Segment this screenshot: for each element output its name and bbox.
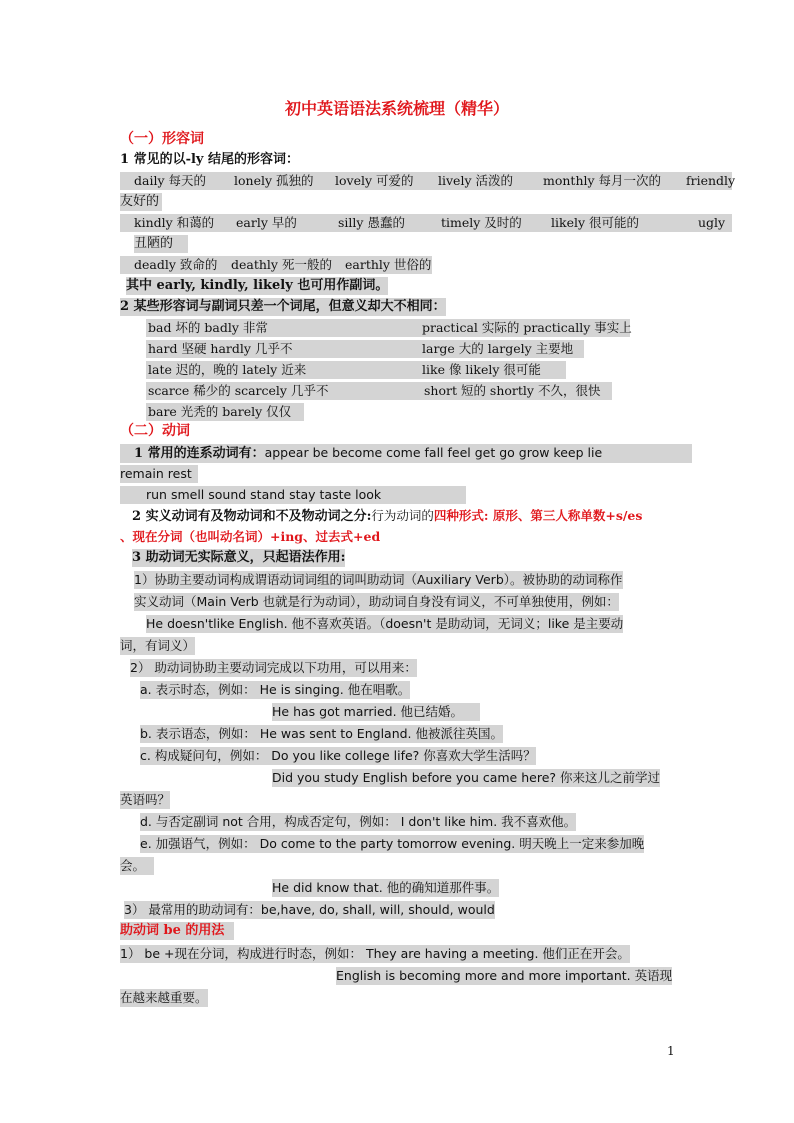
adj-word: friendly: [686, 173, 736, 188]
adj-word: monthly 每月一次的: [543, 173, 662, 188]
adj-pair-right: like 像 likely 很可能: [422, 362, 541, 377]
adj-pair-row: [146, 382, 612, 400]
adj-pair-row: [146, 319, 630, 337]
aux-example-a2: He has got married. 他已结婚。: [272, 703, 480, 721]
adj-pair-row: [146, 361, 566, 379]
aux-example-c3: 英语吗？: [120, 792, 171, 807]
be-usage-3: 在越来越重要。: [120, 990, 208, 1005]
adj-pair-row: [146, 403, 304, 421]
adj-row-3: [120, 256, 432, 274]
adj-pair-row: [146, 340, 584, 358]
adj-word: ugly: [698, 215, 726, 230]
verb-forms-highlight-cont: 、现在分词（也叫动名词）+ing、过去式+ed: [120, 529, 381, 544]
adj-word: likely 很可能的: [551, 215, 640, 230]
adj-pair-right: short 短的 shortly 不久，很快: [424, 383, 601, 398]
adj-word: earthly 世俗的: [345, 257, 432, 272]
aux-para-1b: 实义动词（Main Verb 也就是行为动词），助动词自身没有词义，不可单独使用，例如：: [134, 594, 619, 609]
adj-row-1: [120, 172, 736, 190]
adj-note: 其中 early, kindly, likely 也可用作副词。: [126, 278, 389, 293]
adj-row-1-cont: 友好的: [120, 193, 162, 211]
linking-verbs-cont-2: run smell sound stand stay taste look: [120, 486, 466, 504]
adj-pair-left: bad 坏的 badly 非常: [148, 320, 268, 335]
adj-word: lonely 孤独的: [234, 173, 314, 188]
aux-para-1d: 词，有词义）: [120, 638, 196, 653]
adj-word: kindly 和蔼的: [134, 215, 215, 230]
verb-forms-highlight: 四种形式: 原形、第三人称单数+s/es: [433, 508, 643, 523]
section-heading-verb: （二）动词: [120, 423, 190, 439]
aux-example-b1: b. 表示语态，例如： He was sent to England. 他被派往英国。: [140, 726, 504, 741]
verb-heading-2-text: 行为动词的: [371, 508, 434, 523]
adj-heading-2: 2 某些形容词与副词只差一个词尾，但意义却大不相同：: [120, 299, 446, 314]
adj-row-2-cont: 丑陋的: [134, 235, 188, 253]
adj-word: lovely 可爱的: [335, 173, 414, 188]
aux-example-c1: c. 构成疑问句，例如： Do you like college life? 你喜欢大学生活吗？: [140, 748, 536, 763]
section-heading-adjective: （一）形容词: [120, 131, 204, 147]
verb-heading-1: 1 常用的连系动词有：: [134, 446, 265, 461]
linking-verbs-cont: remain rest: [120, 465, 198, 483]
verb-heading-3: 3 助动词无实际意义，只起语法作用:: [132, 550, 346, 565]
linking-verbs: appear be become come fall feel get go grow keep lie: [264, 445, 603, 460]
adj-word: deadly 致命的: [134, 257, 218, 272]
adj-word: silly 愚蠢的: [338, 215, 405, 230]
aux-example-d1: d. 与否定副词 not 合用，构成否定句，例如： I don't like him. 我不喜欢他。: [140, 814, 577, 829]
adj-pair-left: hard 坚硬 hardly 几乎不: [148, 341, 293, 356]
adj-word: timely 及时的: [441, 215, 522, 230]
adj-pair-left: scarce 稀少的 scarcely 几乎不: [148, 383, 329, 398]
adj-word: early 早的: [236, 215, 297, 230]
aux-para-1c: He doesn'tlike English. 他不喜欢英语。（doesn't 是助动词，无词义；like 是主要动: [146, 616, 624, 631]
adj-heading-1: 1 常见的以-ly 结尾的形容词：: [120, 152, 299, 167]
be-usage-2: English is becoming more and more important. 英语现: [336, 968, 673, 983]
aux-example-e1: e. 加强语气，例如： Do come to the party tomorrow evening. 明天晚上一定来参加晚: [140, 836, 645, 851]
adj-pair-left: bare 光秃的 barely 仅仅: [148, 404, 292, 419]
adj-word: lively 活泼的: [438, 173, 513, 188]
verb-heading-2-line: [132, 507, 642, 526]
adj-row-2: [120, 214, 732, 232]
section-heading-be: 助动词 be 的用法: [120, 922, 234, 940]
aux-para-1a: 1）协助主要动词构成谓语动词词组的词叫助动词（Auxiliary Verb）。被协助的动词称作: [134, 572, 623, 587]
page-title: 初中英语语法系统梳理（精华）: [284, 99, 509, 118]
be-usage-1: 1） be +现在分词，构成进行时态，例如： They are having a meeting. 他们正在开会。: [120, 946, 630, 961]
adj-pair-right: large 大的 largely 主要地: [422, 341, 574, 356]
aux-example-a1: a. 表示时态，例如： He is singing. 他在唱歌。: [140, 682, 411, 697]
aux-example-c2: Did you study English before you came here? 你来这儿之前学过: [272, 770, 660, 785]
aux-example-e3: He did know that. 他的确知道那件事。: [272, 880, 500, 895]
aux-para-2: 2） 助动词协助主要动词完成以下功用，可以用来：: [130, 660, 417, 675]
adj-word: daily 每天的: [134, 173, 206, 188]
page-number: 1: [667, 1044, 675, 1058]
aux-para-3: 3） 最常用的助动词有：be,have, do, shall, will, should, would: [124, 902, 495, 917]
adj-pair-left: late 迟的，晚的 lately 近来: [148, 362, 307, 377]
verb-linking-line: [120, 444, 692, 463]
adj-pair-right: practical 实际的 practically 事实上: [422, 320, 632, 335]
verb-heading-2: 2 实义动词有及物动词和不及物动词之分:: [132, 509, 372, 524]
adj-word: deathly 死一般的: [231, 257, 332, 272]
aux-example-e2: 会。: [120, 857, 154, 875]
